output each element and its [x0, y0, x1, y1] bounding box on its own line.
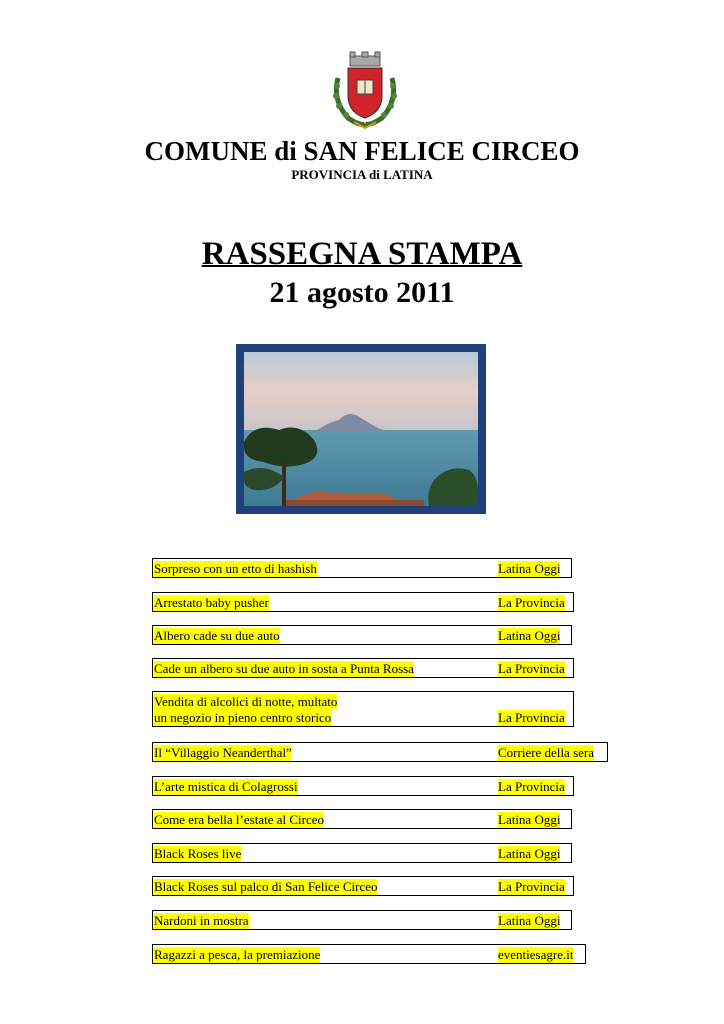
article-title: Nardoni in mostra [154, 913, 249, 928]
article-title: Vendita di alcolici di notte, multato [154, 694, 338, 709]
article-source: La Provincia [498, 710, 565, 725]
document-date: 21 agosto 2011 [269, 276, 455, 309]
list-item[interactable] [152, 776, 574, 796]
list-item[interactable] [152, 742, 608, 762]
article-source: La Provincia [498, 879, 565, 894]
list-item[interactable] [152, 592, 574, 612]
article-title-line2: un negozio in pieno centro storico [154, 710, 332, 725]
article-source: Latina Oggi [498, 913, 561, 928]
article-title: Il “Villaggio Neanderthal” [154, 745, 292, 760]
list-item[interactable] [152, 691, 574, 727]
list-item[interactable] [152, 558, 572, 578]
article-source: La Provincia [498, 661, 565, 676]
article-title: Ragazzi a pesca, la premiazione [154, 947, 321, 962]
article-title: L’arte mistica di Colagrossi [154, 779, 298, 794]
list-item[interactable] [152, 910, 572, 930]
article-title: Black Roses live [154, 846, 242, 861]
list-item[interactable] [152, 658, 574, 678]
article-source: La Provincia [498, 595, 565, 610]
list-item[interactable] [152, 876, 574, 896]
list-item[interactable] [152, 625, 572, 645]
list-item[interactable] [152, 843, 572, 863]
article-source: eventiesagre.it [498, 947, 574, 962]
article-source: Latina Oggi [498, 628, 561, 643]
article-source: La Provincia [498, 779, 565, 794]
article-source: Latina Oggi [498, 812, 561, 827]
landscape-photo [236, 344, 486, 514]
province-subtitle: PROVINCIA di LATINA [291, 167, 433, 182]
article-title: Cade un albero su due auto in sosta a Punta Rossa [154, 661, 414, 676]
article-title: Albero cade su due auto [154, 628, 280, 643]
article-source: Corriere della sera [498, 745, 595, 760]
article-source: Latina Oggi [498, 846, 561, 861]
document-heading: RASSEGNA STAMPA [201, 236, 523, 272]
article-title: Arrestato baby pusher [154, 595, 269, 610]
article-title: Sorpreso con un etto di hashish [154, 561, 317, 576]
list-item[interactable] [152, 809, 572, 829]
list-item[interactable] [152, 944, 586, 964]
municipality-title: COMUNE di SAN FELICE CIRCEO [144, 136, 580, 166]
article-title: Come era bella l’estate al Circeo [154, 812, 325, 827]
article-title: Black Roses sul palco di San Felice Circeo [154, 879, 378, 894]
article-source: Latina Oggi [498, 561, 561, 576]
coat-of-arms-logo [330, 50, 400, 130]
